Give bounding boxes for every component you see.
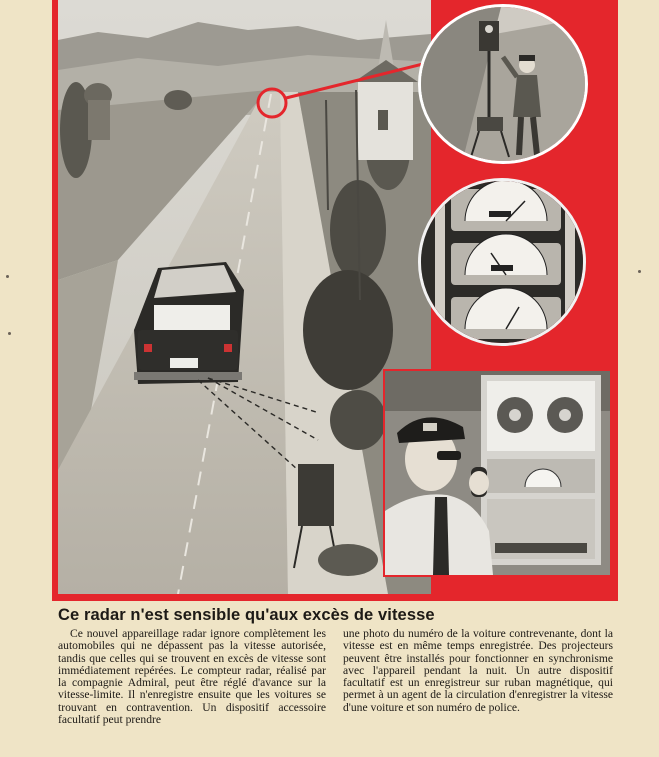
officer-with-recorder-photo [383,369,612,577]
margin-speck [8,332,11,335]
radar-post-officer-inset [418,4,588,164]
margin-speck [638,270,641,273]
article-body-right-column [343,628,613,714]
article-paragraph-right: une photo du numéro de la voiture contrevenante, dont la vitesse est en même temps enregistrée. Des projecteurs peuvent être installés pour fonctionner en synchronisme avec l'appareil pendant la nuit. Un autre dispositif facultatif est un enregistreur sur ruban magnétique, qui permet à un agent de la circulation d'enregistrer la vitesse d'une voiture et son numéro de police. [343,627,613,714]
article-body-left-column [58,628,326,726]
article-headline: Ce radar n'est sensible qu'aux excès de vitesse [58,606,435,624]
highway-radar-illustration [58,0,431,594]
speed-meters-inset [418,178,586,346]
margin-speck [6,275,9,278]
article-paragraph-left: Ce nouvel appareillage radar ignore complètement les automobiles qui ne dépassent pas la vitesse autorisée, tandis que celles qui se trouvent en excès de vitesse sont immédiatement repérées. Le compteur radar, réalisé par la compagnie Admiral, peut être réglé d'avance sur la vitesse-limite. Il n'enregistre ensuite que les voitures se trouvant en contravention. Un dispositif accessoire facultatif peut prendre [58,627,326,727]
